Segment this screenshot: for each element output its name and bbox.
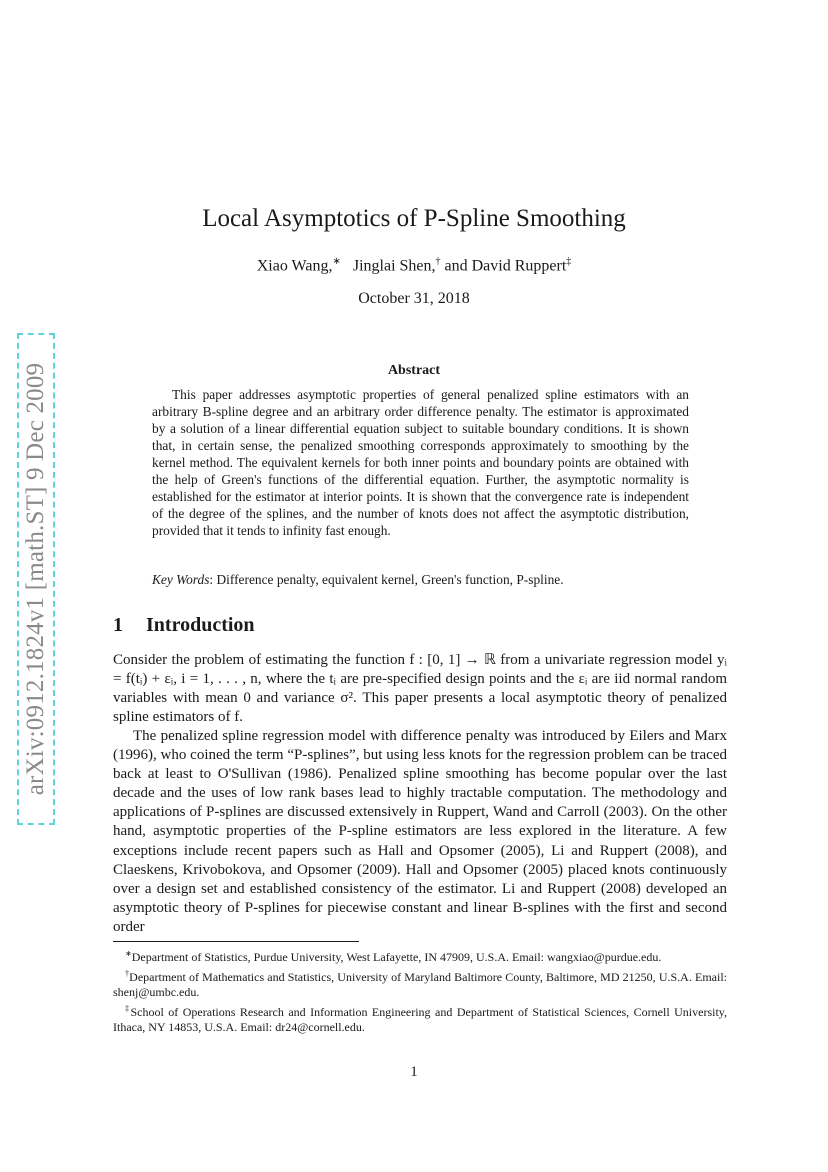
footnote-mark: ∗ bbox=[125, 949, 132, 958]
page-number: 1 bbox=[410, 1064, 418, 1080]
footnote-text: School of Operations Research and Information Engineering and Department of Statistical Sciences, Cornell University, Ithaca, NY 14853, U.S.A. Email: dr24@cornell.edu. bbox=[113, 1004, 728, 1034]
footnotes bbox=[113, 946, 727, 1036]
body-paragraph: Consider the problem of estimating the function f : [0, 1] → ℝ from a univariate regression model yᵢ = f(tᵢ) + εᵢ, i = 1, . . . , n, where the tᵢ are pre-specified design points and the εᵢ are iid normal random variables with mean 0 and variance σ². This paper presents a local asymptotic theory of penalized spline estimators of f. bbox=[113, 652, 727, 726]
paper-title: Local Asymptotics of P-Spline Smoothing bbox=[202, 205, 626, 232]
footnote-mark: ‡ bbox=[125, 1003, 131, 1013]
footnote-mark: † bbox=[435, 256, 441, 267]
footnote-text: Department of Statistics, Purdue University, West Lafayette, IN 47909, U.S.A. Email: wangxiao@purdue.edu. bbox=[131, 950, 662, 964]
footnote-mark: ∗ bbox=[332, 256, 341, 267]
footnote bbox=[113, 946, 727, 966]
footnote-mark: † bbox=[125, 968, 130, 978]
keywords-text: : Difference penalty, equivalent kernel, Green's function, P-spline. bbox=[209, 572, 564, 587]
section-title: Introduction bbox=[146, 614, 255, 636]
footnote-text: Department of Mathematics and Statistics, University of Maryland Baltimore County, Baltimore, MD 21250, U.S.A. Email: shenj@umbc.edu. bbox=[113, 969, 727, 999]
footnote-rule bbox=[113, 941, 359, 942]
author-name: and David Ruppert bbox=[444, 257, 567, 275]
section-heading bbox=[113, 614, 255, 637]
footnote bbox=[113, 966, 727, 1001]
abstract-text: This paper addresses asymptotic properties of general penalized spline estimators with an arbitrary B-spline degree and an arbitrary order difference penalty. The estimator is approximated by a solution of a linear differential equation subject to suitable boundary conditions. It is shown that, in certain sense, the penalized smoothing corresponds approximately to smoothing by the kernel method. The equivalent kernels for both inner points and boundary points are obtained with the help of Green's functions of the differential equation. Further, the asymptotic normality is established for the estimator at interior points. It is shown that the convergence rate is independent of the degree of the splines, and the number of knots does not affect the asymptotic distribution, provided that it tends to infinity fast enough. bbox=[152, 387, 689, 538]
abstract-heading: Abstract bbox=[387, 363, 441, 378]
section-number: 1 bbox=[113, 614, 123, 636]
footnote bbox=[113, 1001, 727, 1036]
author-name: Jinglai Shen, bbox=[352, 257, 436, 275]
paper-date: October 31, 2018 bbox=[358, 290, 470, 307]
author-line bbox=[0, 256, 828, 275]
arxiv-side-stamp[interactable] bbox=[17, 333, 55, 825]
keywords-label: Key Words bbox=[152, 572, 210, 587]
author-name: Xiao Wang, bbox=[256, 257, 333, 275]
keywords bbox=[152, 572, 689, 588]
arxiv-identifier[interactable]: arXiv:0912.1824v1 [math.ST] 9 Dec 2009 bbox=[22, 362, 49, 796]
body-paragraph: The penalized spline regression model with difference penalty was introduced by Eilers and Marx (1996), who coined the term “P-splines”, but using less knots for the regression problem can be traced back at least to O'Sullivan (1986). Penalized spline smoothing has become popular over the last decade and the uses of low rank bases lead to highly tractable computation. The methodology and applications of P-splines are discussed extensively in Ruppert, Wand and Carroll (2003). On the other hand, asymptotic properties of the P-spline estimators are less explored in the literature. A few exceptions include recent papers such as Hall and Opsomer (2005), Li and Ruppert (2008), and Claeskens, Krivobokova, and Opsomer (2009). Hall and Opsomer (2005) placed knots continuously over a design set and established consistency of the estimator. Li and Ruppert (2008) developed an asymptotic theory of P-splines for piecewise constant and linear B-splines with the first and second order bbox=[113, 728, 727, 935]
footnote-mark: ‡ bbox=[566, 256, 572, 267]
